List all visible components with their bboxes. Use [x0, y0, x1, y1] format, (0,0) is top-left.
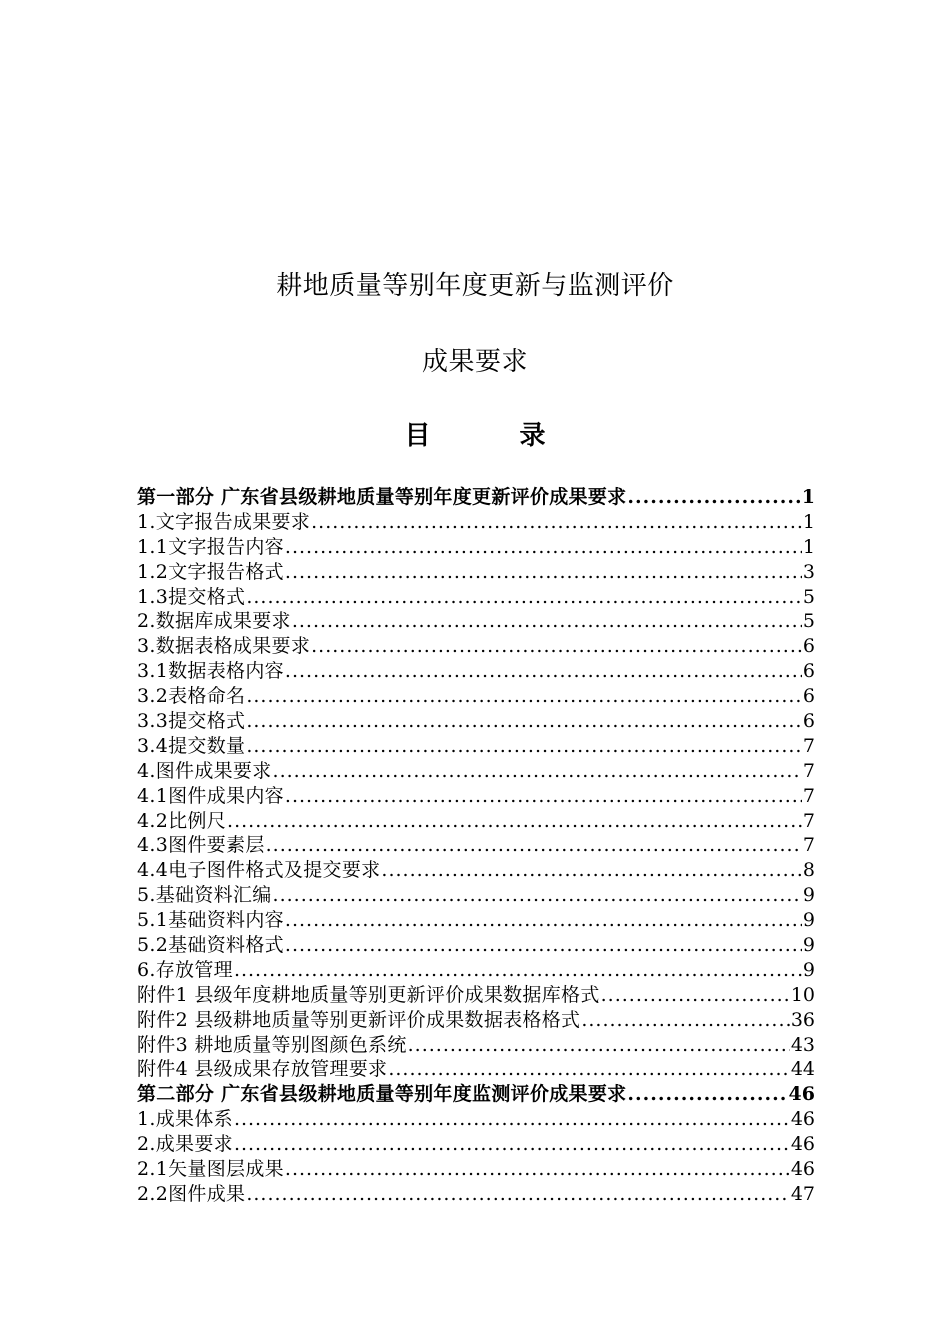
toc-entry-page-number: 1 — [802, 510, 815, 533]
toc-entry-label: 3.数据表格成果要求 — [137, 635, 311, 658]
toc-entry-page-number: 7 — [802, 734, 815, 757]
toc-dot-leader — [285, 784, 802, 809]
toc-entry[interactable] — [137, 659, 815, 684]
toc-entry-label: 4.图件成果要求 — [137, 759, 272, 782]
toc-entry-page-number: 7 — [802, 784, 815, 807]
toc-dot-leader — [292, 609, 802, 634]
toc-entry[interactable] — [137, 983, 815, 1008]
toc-entry-label: 2.1矢量图层成果 — [137, 1158, 284, 1181]
toc-entry[interactable] — [137, 709, 815, 734]
toc-entry-label: 4.1图件成果内容 — [137, 784, 284, 807]
toc-entry-page-number: 6 — [802, 660, 815, 683]
toc-entry-page-number: 46 — [790, 1158, 815, 1181]
toc-entry-page-number: 6 — [802, 685, 815, 708]
toc-entry-page-number: 9 — [802, 934, 815, 957]
toc-entry[interactable] — [137, 684, 815, 709]
toc-dot-leader — [285, 535, 802, 560]
toc-entry-label: 附件4 县级成果存放管理要求 — [137, 1058, 388, 1081]
toc-entry-page-number: 36 — [790, 1008, 815, 1031]
toc-entry[interactable] — [137, 535, 815, 560]
toc-entry[interactable] — [137, 585, 815, 610]
toc-entry[interactable] — [137, 858, 815, 883]
toc-heading: 目 录 — [404, 421, 586, 451]
toc-entry-label: 1.1文字报告内容 — [137, 535, 284, 558]
toc-entry[interactable] — [137, 634, 815, 659]
toc-entry-page-number: 44 — [790, 1058, 815, 1081]
toc-entry[interactable] — [137, 833, 815, 858]
toc-entry-label: 6.存放管理 — [137, 958, 233, 981]
toc-entry[interactable] — [137, 1107, 815, 1132]
toc-entry-page-number: 10 — [790, 983, 815, 1006]
toc-entry-page-number: 9 — [802, 884, 815, 907]
toc-dot-leader — [285, 1157, 790, 1182]
toc-dot-leader — [273, 883, 802, 908]
toc-entry-page-number: 9 — [802, 958, 815, 981]
toc-entry-label: 第一部分 广东省县级耕地质量等别年度更新评价成果要求 — [137, 486, 627, 508]
toc-entry-label: 1.3提交格式 — [137, 585, 246, 608]
toc-dot-leader — [627, 1082, 787, 1107]
toc-entry[interactable] — [137, 933, 815, 958]
toc-entry[interactable] — [137, 1182, 815, 1207]
toc-dot-leader — [581, 1008, 789, 1033]
toc-entry-page-number: 5 — [802, 585, 815, 608]
toc-entry-label: 1.2文字报告格式 — [137, 560, 284, 583]
toc-dot-leader — [311, 510, 802, 535]
toc-dot-leader — [285, 560, 802, 585]
toc-entry-page-number: 46 — [790, 1108, 815, 1131]
toc-dot-leader — [227, 809, 802, 834]
toc-entry-label: 附件3 耕地质量等别图颜色系统 — [137, 1033, 407, 1056]
toc-entry-label: 4.4电子图件格式及提交要求 — [137, 859, 381, 882]
toc-entry-label: 4.3图件要素层 — [137, 834, 265, 857]
toc-dot-leader — [601, 983, 790, 1008]
toc-entry-label: 5.2基础资料格式 — [137, 934, 284, 957]
toc-dot-leader — [388, 1057, 789, 1082]
toc-dot-leader — [266, 833, 802, 858]
toc-entry-page-number: 46 — [788, 1083, 815, 1106]
toc-entry-label: 3.2表格命名 — [137, 685, 246, 708]
toc-entry[interactable] — [137, 1008, 815, 1033]
toc-dot-leader — [246, 585, 802, 610]
toc-dot-leader — [234, 958, 802, 983]
toc-part-entry[interactable] — [137, 485, 815, 510]
toc-entry-label: 5.基础资料汇编 — [137, 884, 272, 907]
toc-entry-label: 1.成果体系 — [137, 1108, 233, 1131]
toc-entry-page-number: 43 — [790, 1033, 815, 1056]
toc-entry[interactable] — [137, 1033, 815, 1058]
toc-entry[interactable] — [137, 560, 815, 585]
toc-entry-label: 3.4提交数量 — [137, 734, 246, 757]
toc-entry[interactable] — [137, 784, 815, 809]
toc-entry-page-number: 6 — [802, 635, 815, 658]
toc-dot-leader — [246, 709, 802, 734]
toc-dot-leader — [273, 759, 802, 784]
toc-dot-leader — [246, 684, 802, 709]
toc-entry[interactable] — [137, 734, 815, 759]
toc-entry-page-number: 3 — [802, 560, 815, 583]
toc-dot-leader — [381, 858, 801, 883]
toc-entry-page-number: 47 — [790, 1182, 815, 1205]
toc-entry-page-number: 1 — [802, 535, 815, 558]
toc-dot-leader — [234, 1107, 790, 1132]
toc-dot-leader — [285, 659, 802, 684]
toc-entry-label: 4.2比例尺 — [137, 809, 227, 832]
toc-entry-page-number: 5 — [802, 610, 815, 633]
toc-entry[interactable] — [137, 1157, 815, 1182]
document-subtitle: 成果要求 — [421, 347, 528, 377]
toc-entry-label: 2.2图件成果 — [137, 1182, 246, 1205]
toc-part-entry[interactable] — [137, 1082, 815, 1107]
toc-entry[interactable] — [137, 908, 815, 933]
toc-dot-leader — [246, 1182, 789, 1207]
toc-entry[interactable] — [137, 759, 815, 784]
toc-dot-leader — [285, 933, 802, 958]
toc-entry-page-number: 7 — [802, 834, 815, 857]
toc-entry-label: 附件1 县级年度耕地质量等别更新评价成果数据库格式 — [137, 983, 600, 1006]
toc-entry-label: 第二部分 广东省县级耕地质量等别年度监测评价成果要求 — [137, 1083, 627, 1106]
toc-dot-leader — [627, 485, 800, 510]
toc-entry[interactable] — [137, 510, 815, 535]
document-title: 耕地质量等别年度更新与监测评价 — [276, 271, 674, 301]
toc-dot-leader — [311, 634, 802, 659]
toc-entry-label: 附件2 县级耕地质量等别更新评价成果数据表格格式 — [137, 1008, 581, 1031]
toc-entry-label: 2.成果要求 — [137, 1133, 233, 1156]
table-of-contents — [137, 485, 815, 1207]
toc-dot-leader — [285, 908, 802, 933]
toc-entry-page-number: 9 — [802, 909, 815, 932]
toc-entry-page-number: 1 — [801, 486, 815, 508]
toc-entry-label: 3.3提交格式 — [137, 710, 246, 733]
toc-entry[interactable] — [137, 958, 815, 983]
toc-entry-page-number: 7 — [802, 809, 815, 832]
toc-entry-label: 3.1数据表格内容 — [137, 660, 284, 683]
toc-entry[interactable] — [137, 1057, 815, 1082]
toc-entry[interactable] — [137, 809, 815, 834]
toc-entry-label: 1.文字报告成果要求 — [137, 510, 311, 533]
toc-entry-page-number: 8 — [802, 859, 815, 882]
toc-entry-label: 5.1基础资料内容 — [137, 909, 284, 932]
toc-entry-page-number: 7 — [802, 759, 815, 782]
toc-entry[interactable] — [137, 1132, 815, 1157]
toc-dot-leader — [246, 734, 802, 759]
toc-entry[interactable] — [137, 883, 815, 908]
toc-dot-leader — [234, 1132, 790, 1157]
toc-entry[interactable] — [137, 609, 815, 634]
toc-dot-leader — [408, 1033, 790, 1058]
toc-entry-page-number: 46 — [790, 1133, 815, 1156]
toc-entry-page-number: 6 — [802, 710, 815, 733]
toc-entry-label: 2.数据库成果要求 — [137, 610, 291, 633]
